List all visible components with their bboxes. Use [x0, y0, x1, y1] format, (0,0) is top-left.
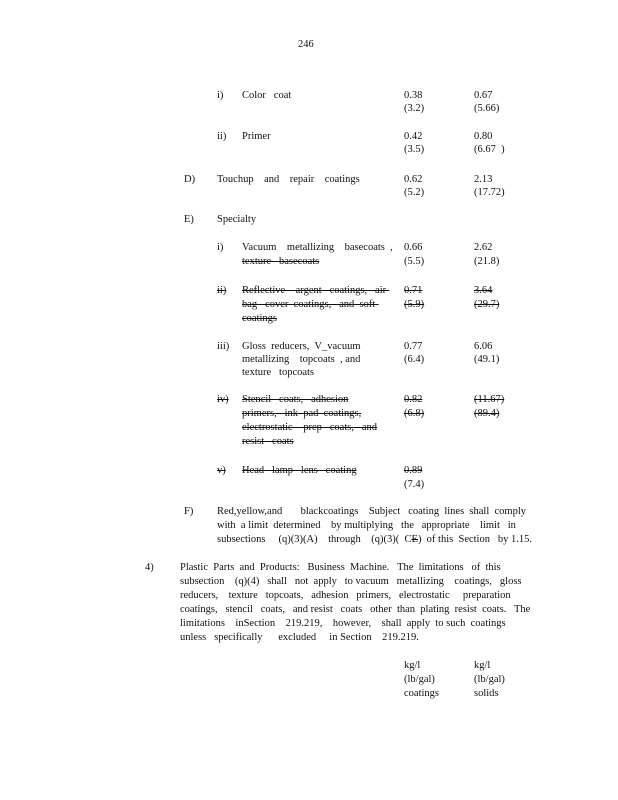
value-solids: (11.67): [474, 394, 505, 405]
value-coatings-lb: (3.2): [404, 103, 425, 114]
value-coatings: 0.71: [404, 285, 423, 296]
value-coatings-lb: (5.2): [404, 187, 425, 198]
item-marker: E): [184, 214, 194, 225]
item-line-struck: Reflective argent coatings, air-: [242, 285, 390, 296]
item-label: Specialty: [217, 214, 257, 225]
item-line-struck: electrostatic prep coats, and: [242, 422, 377, 433]
item-line-struck: bag cover coatings, and soft-: [242, 299, 379, 310]
value-coatings-lb: (7.4): [404, 479, 425, 490]
value-solids-lb: (49.1): [474, 354, 500, 365]
item-line: Red,yellow,and blackcoatings Subject coating lines shall comply: [217, 506, 527, 517]
line-part: subsections (q)(3)(A) through (q)(3)( C: [217, 534, 412, 545]
item-marker: i): [217, 90, 224, 101]
value-solids-lb: (29.7): [474, 299, 500, 310]
item-line: Gloss reducers, V_vacuum: [242, 341, 361, 352]
value-coatings: 0.62: [404, 174, 423, 185]
value-solids: 2.62: [474, 242, 493, 253]
struck-letter: E: [411, 534, 418, 545]
value-coatings: 0.77: [404, 341, 423, 352]
unit-header: kg/l: [474, 660, 491, 671]
unit-header: solids: [474, 688, 499, 699]
value-solids: 6.06: [474, 341, 493, 352]
value-solids: 0.67: [474, 90, 493, 101]
item-marker: v): [217, 465, 226, 476]
item-line-struck: coatings: [242, 313, 277, 324]
item-line-struck: Stencil coats, adhesion: [242, 394, 349, 405]
value-solids-lb: (89.4): [474, 408, 500, 419]
value-solids-lb: (6.67 ): [474, 144, 505, 155]
item-line: texture topcoats: [242, 367, 315, 378]
item-marker: iii): [217, 341, 230, 352]
value-coatings-lb: (3.5): [404, 144, 425, 155]
item-line: Vacuum metallizing basecoats ,: [242, 242, 393, 253]
value-solids-lb: (17.72): [474, 187, 505, 198]
unit-header: kg/l: [404, 660, 421, 671]
item-marker: i): [217, 242, 224, 253]
section-line: unless specifically excluded in Section 219.219.: [180, 632, 419, 643]
value-solids: 0.80: [474, 131, 493, 142]
section-line: subsection (q)(4) shall not apply to vacuum metallizing coatings, gloss: [180, 576, 522, 587]
item-marker: iv): [217, 394, 229, 405]
item-marker: D): [184, 174, 196, 185]
item-line-struck: resist coats: [242, 436, 294, 447]
item-line-struck: Head lamp lens coating: [242, 465, 357, 476]
value-coatings: 0.66: [404, 242, 423, 253]
value-coatings: 0.38: [404, 90, 423, 101]
value-solids-lb: (5.66): [474, 103, 500, 114]
section-line: reducers, texture topcoats, adhesion primers, electrostatic preparation: [180, 590, 511, 601]
value-solids: 3.64: [474, 285, 493, 296]
item-line-struck: primers, ink pad coatings,: [242, 408, 362, 419]
value-solids: 2.13: [474, 174, 493, 185]
line-part: ) of this Section by 1.15.: [417, 534, 532, 545]
unit-header: (lb/gal): [474, 674, 505, 685]
value-coatings-lb: (6.8): [404, 408, 425, 419]
value-coatings-lb: (5.5): [404, 256, 425, 267]
value-coatings: 0.82: [404, 394, 423, 405]
item-marker: ii): [217, 285, 227, 296]
item-line-struck: texture basecoats: [242, 256, 320, 267]
item-label: Primer: [242, 131, 271, 142]
item-label: Touchup and repair coatings: [217, 174, 360, 185]
item-line: metallizing topcoats , and: [242, 354, 361, 365]
item-label: Color coat: [242, 90, 292, 101]
page-number: 246: [298, 39, 314, 50]
value-solids-lb: (21.8): [474, 256, 500, 267]
unit-header: coatings: [404, 688, 439, 699]
item-line: [217, 533, 532, 547]
value-coatings-lb: (6.4): [404, 354, 425, 365]
item-marker: F): [184, 506, 194, 517]
section-line: limitations inSection 219.219, however, shall apply to such coatings: [180, 618, 506, 629]
value-coatings-lb: (5.9): [404, 299, 425, 310]
item-marker: ii): [217, 131, 227, 142]
section-marker: 4): [145, 562, 154, 573]
section-line: coatings, stencil coats, and resist coats other than plating resist coats. The: [180, 604, 531, 615]
item-line: with a limit determined by multiplying the appropriate limit in: [217, 520, 516, 531]
value-coatings: 0.42: [404, 131, 423, 142]
unit-header: (lb/gal): [404, 674, 435, 685]
value-coatings: 0.89: [404, 465, 423, 476]
section-line: Plastic Parts and Products: Business Machine. The limitations of this: [180, 562, 501, 573]
